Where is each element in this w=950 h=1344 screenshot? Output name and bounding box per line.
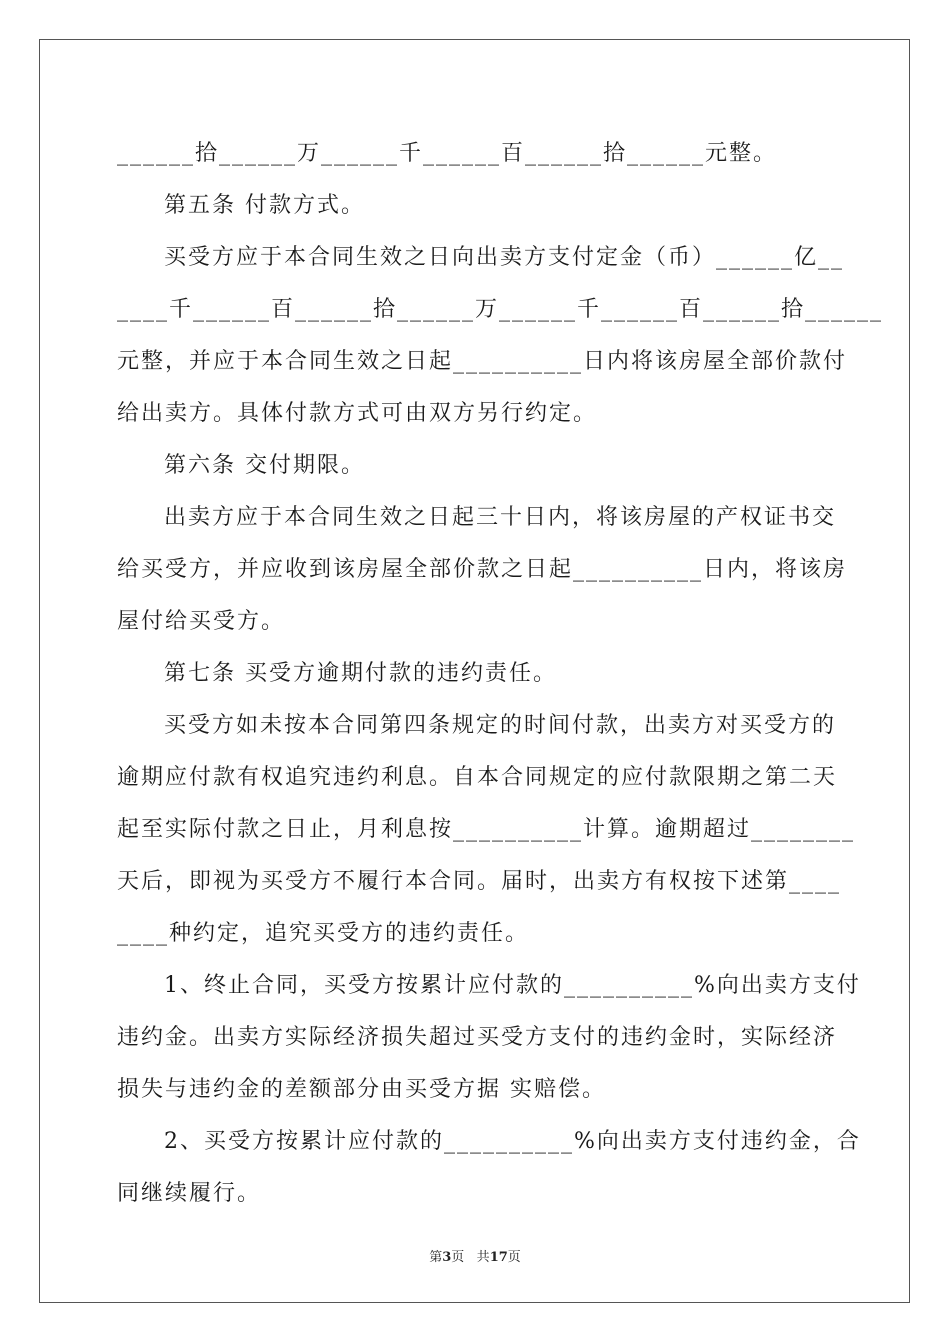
text-line: 第五条 付款方式。 xyxy=(164,193,365,218)
page-footer xyxy=(0,1246,950,1265)
text-line: 给买受方，并应收到该房屋全部价款之日起__________日内，将该房 xyxy=(117,557,848,582)
text-line: ____千______百______拾______万______千______百______拾______ xyxy=(117,297,884,322)
text-line: ______拾______万______千______百______拾______元整。 xyxy=(117,141,778,166)
text-line: 起至实际付款之日止，月利息按__________计算。逾期超过________ xyxy=(117,817,856,842)
page-prefix: 第 xyxy=(429,1250,443,1265)
total-prefix: 共 xyxy=(476,1250,490,1265)
text-line: 屋付给买受方。 xyxy=(117,609,286,634)
text-line: ____种约定，追究买受方的违约责任。 xyxy=(117,921,530,946)
text-line: 逾期应付款有权追究违约利息。自本合同规定的应付款限期之第二天 xyxy=(117,765,838,790)
text-line: 同继续履行。 xyxy=(117,1181,262,1206)
document-body xyxy=(117,128,884,1220)
text-line: 违约金。出卖方实际经济损失超过买受方支付的违约金时，实际经济 xyxy=(117,1025,838,1050)
text-line: 给出卖方。具体付款方式可由双方另行约定。 xyxy=(117,401,598,426)
text-line: 元整，并应于本合同生效之日起__________日内将该房屋全部价款付 xyxy=(117,349,848,374)
text-line: 第六条 交付期限。 xyxy=(164,453,365,478)
text-line: 天后，即视为买受方不履行本合同。届时，出卖方有权按下述第____ xyxy=(117,869,842,894)
text-line: 出卖方应于本合同生效之日起三十日内，将该房屋的产权证书交 xyxy=(164,505,837,530)
text-line: 买受方应于本合同生效之日向出卖方支付定金（币）______亿__ xyxy=(164,245,845,270)
text-line: 第七条 买受方逾期付款的违约责任。 xyxy=(164,661,557,686)
text-line: 1、终止合同，买受方按累计应付款的__________%向出卖方支付 xyxy=(164,973,861,998)
text-line: 损失与违约金的差额部分由买受方据 实赔偿。 xyxy=(117,1077,606,1102)
page-suffix: 页 xyxy=(451,1250,465,1265)
total-pages: 17 xyxy=(489,1250,508,1265)
total-suffix: 页 xyxy=(507,1250,521,1265)
text-line: 买受方如未按本合同第四条规定的时间付款，出卖方对买受方的 xyxy=(164,713,837,738)
text-line: 2、买受方按累计应付款的__________%向出卖方支付违约金，合 xyxy=(164,1129,861,1154)
page-number: 3 xyxy=(442,1250,452,1265)
